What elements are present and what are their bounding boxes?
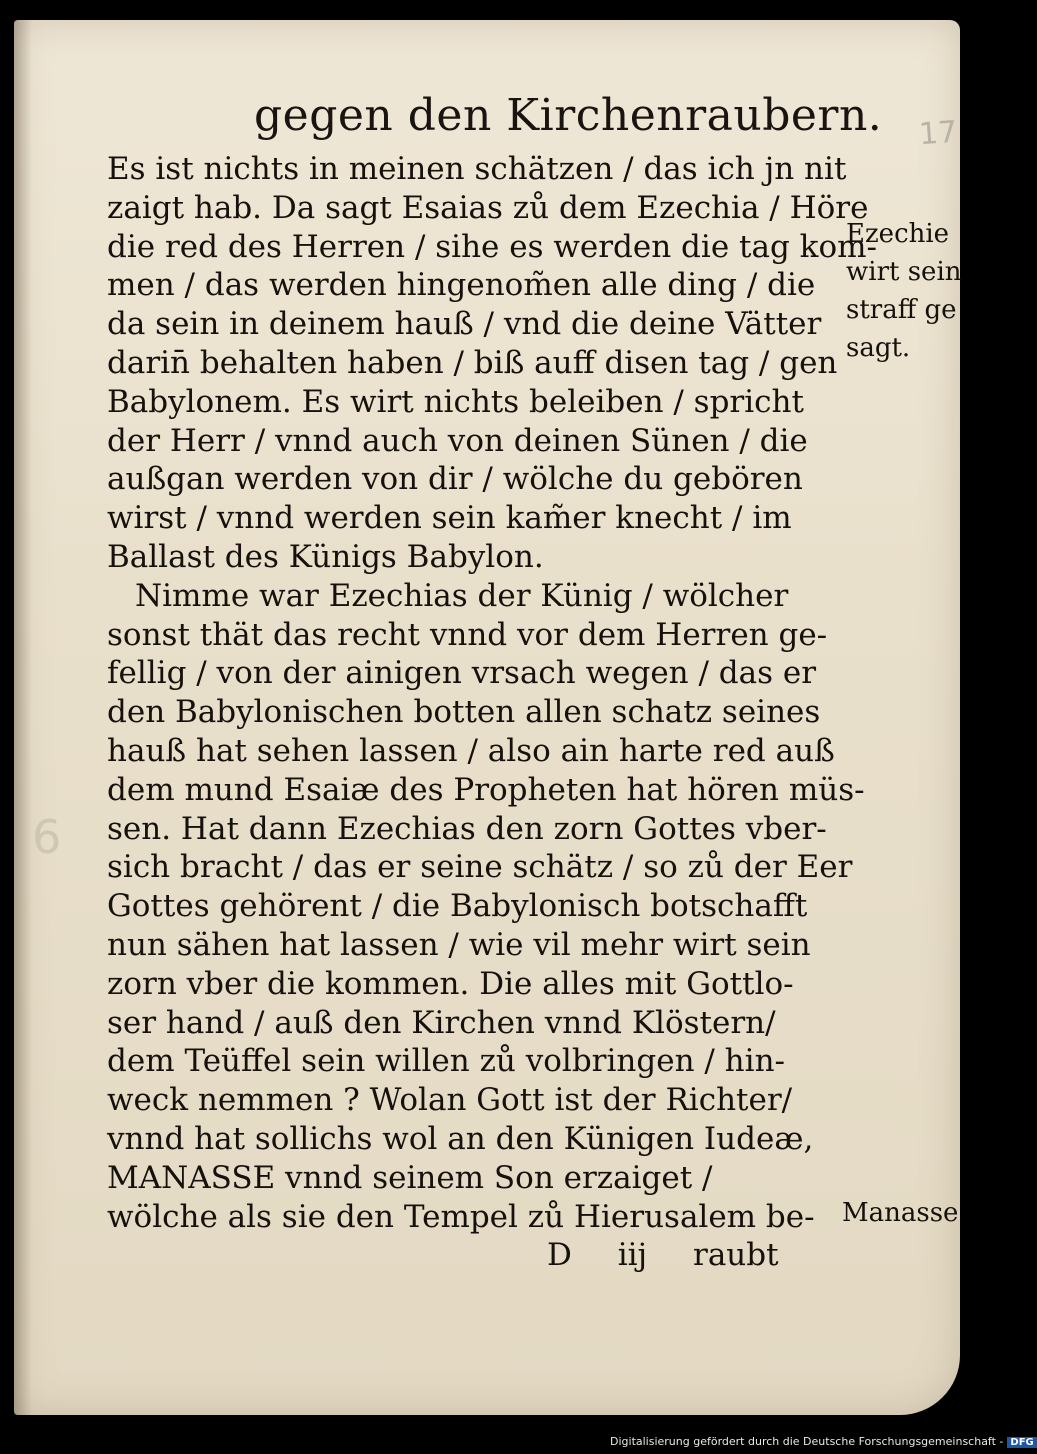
text-line: darin̄ behalten haben / biß auff disen tag / gen: [107, 344, 838, 381]
body-text: [107, 150, 877, 1275]
dfg-logo-icon: DFG: [1007, 1437, 1036, 1448]
text-line: zorn vber die kommen. Die alles mit Gottlo-: [107, 965, 794, 1002]
text-line: vnnd hat sollichs wol an den Künigen Iudeæ,: [107, 1120, 814, 1157]
marginal-note-ezechias: [846, 215, 971, 367]
text-line: fellig / von der ainigen vrsach wegen / das er: [107, 655, 817, 692]
text-line: men / das werden hingenom̃en alle ding / die: [107, 267, 816, 304]
text-line: sen. Hat dann Ezechias den zorn Gottes vber-: [107, 810, 827, 847]
text-line: sonst thät das recht vnnd vor dem Herren ge-: [107, 616, 828, 653]
text-line: Gottes gehörent / die Babylonisch botschafft: [107, 888, 808, 925]
text-line: hauß hat sehen lassen / also ain harte red auß: [107, 732, 835, 769]
marginal-line: sagt.: [846, 333, 911, 363]
signature-catchword-line: D iij raubt: [547, 1237, 779, 1274]
pencil-folio-number: 17: [917, 114, 959, 153]
running-head: gegen den Kirchenraubern.: [254, 90, 883, 141]
text-line: wirst / vnnd werden sein kam̃er knecht / im: [107, 500, 792, 537]
text-line: nun sähen hat lassen / wie vil mehr wirt sein: [107, 926, 811, 963]
text-line: Nimme war Ezechias der Künig / wölcher: [135, 577, 789, 614]
text-line: außgan werden von dir / wölche du gebören: [107, 461, 803, 498]
text-line: weck nemmen ? Wolan Gott ist der Richter/: [107, 1082, 793, 1119]
credit-text: Digitalisierung gefördert durch die Deutsche Forschungsgemeinschaft -: [610, 1435, 1004, 1448]
text-line: Es ist nichts in meinen schätzen / das ich jn nit: [107, 151, 847, 187]
text-line: zaigt hab. Da sagt Esaias zů dem Ezechia / Höre: [107, 189, 869, 226]
marginal-note-manasse: Manasse: [842, 1198, 959, 1228]
text-line: sich bracht / das er seine schätz / so zů der Eer: [107, 849, 853, 886]
text-line: die red des Herren / sihe es werden die tag kom-: [107, 228, 877, 265]
text-line: dem Teüffel sein willen zů volbringen / hin-: [107, 1043, 786, 1080]
text-line: wölche als sie den Tempel zů Hierusalem be-: [107, 1198, 815, 1235]
digitization-credit: [610, 1435, 1037, 1448]
marginal-line: Ezechie: [846, 219, 950, 249]
pencil-mark: 6: [32, 810, 62, 864]
text-line: Ballast des Künigs Babylon.: [107, 538, 544, 575]
text-line: da sein in deinem hauß / vnd die deine Vätter: [107, 306, 822, 343]
marginal-line: straff ge: [846, 295, 957, 325]
text-line: Babylonem. Es wirt nichts beleiben / spricht: [107, 383, 804, 420]
text-line: den Babylonischen botten allen schatz seines: [107, 694, 821, 731]
book-page: [14, 20, 960, 1415]
page-gutter-shadow: [14, 20, 32, 1415]
marginal-line: wirt sein: [846, 257, 962, 287]
text-line: dem mund Esaiæ des Propheten hat hören müs-: [107, 771, 865, 808]
text-line: der Herr / vnnd auch von deinen Sünen / die: [107, 422, 808, 459]
text-line: ser hand / auß den Kirchen vnnd Klöstern/: [107, 1004, 776, 1041]
text-line: MANASSE vnnd seinem Son erzaiget /: [107, 1159, 713, 1196]
